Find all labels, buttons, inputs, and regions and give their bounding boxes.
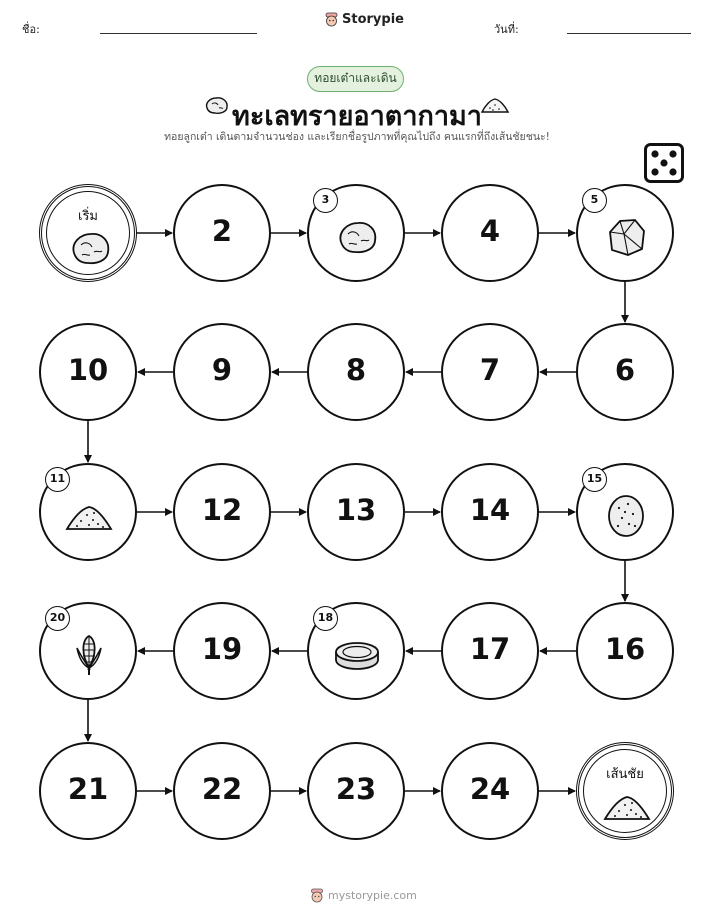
cell-number: 9 xyxy=(211,353,233,387)
board-cell xyxy=(441,463,539,561)
start-label: เริ่ม xyxy=(78,209,98,224)
board-cell xyxy=(39,463,137,561)
board-cell xyxy=(576,184,674,282)
board-cell xyxy=(39,323,137,421)
cell-number: 6 xyxy=(614,353,636,387)
cell-number-badge: 20 xyxy=(45,606,70,631)
cell-number-badge: 11 xyxy=(45,467,70,492)
board-cell xyxy=(576,463,674,561)
sand-pile-icon xyxy=(603,783,651,827)
cell-number: 2 xyxy=(211,214,233,248)
board-cell xyxy=(307,602,405,700)
finish-cell xyxy=(576,742,674,840)
footer-site: mystorypie.com xyxy=(328,889,417,902)
cell-number: 17 xyxy=(469,632,511,666)
storypie-mascot-icon xyxy=(310,888,324,903)
start-cell xyxy=(39,184,137,282)
cell-number: 14 xyxy=(469,493,511,527)
cell-number: 10 xyxy=(67,353,109,387)
rock-icon xyxy=(333,214,381,258)
board-cell xyxy=(307,184,405,282)
instructions: ทอยลูกเต๋า เดินตามจำนวนช่อง และเรียกชื่อรูปภาพที่คุณไปถึง คนแรกที่ถึงเส้นชัยชนะ! xyxy=(164,131,550,143)
cell-number: 23 xyxy=(335,772,377,806)
board-cell xyxy=(576,602,674,700)
cell-number: 4 xyxy=(479,214,501,248)
board-cell xyxy=(441,323,539,421)
board-cell xyxy=(576,323,674,421)
board-cell xyxy=(441,184,539,282)
crystal-rock-icon xyxy=(602,214,650,258)
cell-number: 19 xyxy=(201,632,243,666)
board-cell xyxy=(173,323,271,421)
board-cell xyxy=(39,742,137,840)
brand-name: Storypie xyxy=(342,12,404,27)
cell-number: 7 xyxy=(479,353,501,387)
board-cell xyxy=(441,602,539,700)
board-cell xyxy=(173,602,271,700)
page-title: ทะเลทรายอาตากามา xyxy=(232,101,482,132)
sand-pile-icon xyxy=(65,493,113,537)
cell-number: 12 xyxy=(201,493,243,527)
board-cell xyxy=(307,463,405,561)
footer xyxy=(310,888,417,903)
finish-label: เส้นชัย xyxy=(606,767,644,782)
stone-icon xyxy=(602,493,650,537)
date-label: วันที่: xyxy=(494,23,519,36)
board-cell xyxy=(39,602,137,700)
cell-number: 24 xyxy=(469,772,511,806)
coin-icon xyxy=(333,632,381,676)
corn-icon xyxy=(65,632,113,676)
board-cell xyxy=(173,184,271,282)
board-cell xyxy=(307,323,405,421)
cell-number-badge: 18 xyxy=(313,606,338,631)
cell-number-badge: 5 xyxy=(582,188,607,213)
cell-number-badge: 3 xyxy=(313,188,338,213)
rock-icon xyxy=(66,225,114,269)
cell-number: 22 xyxy=(201,772,243,806)
cell-number: 21 xyxy=(67,772,109,806)
board-cell xyxy=(441,742,539,840)
board-cell xyxy=(307,742,405,840)
game-type-badge: ทอยเต๋าและเดิน xyxy=(307,66,404,92)
cell-number-badge: 15 xyxy=(582,467,607,492)
board-cell xyxy=(173,742,271,840)
board-cell xyxy=(173,463,271,561)
cell-number: 13 xyxy=(335,493,377,527)
cell-number: 8 xyxy=(345,353,367,387)
name-label: ชื่อ: xyxy=(22,23,40,36)
cell-number: 16 xyxy=(604,632,646,666)
